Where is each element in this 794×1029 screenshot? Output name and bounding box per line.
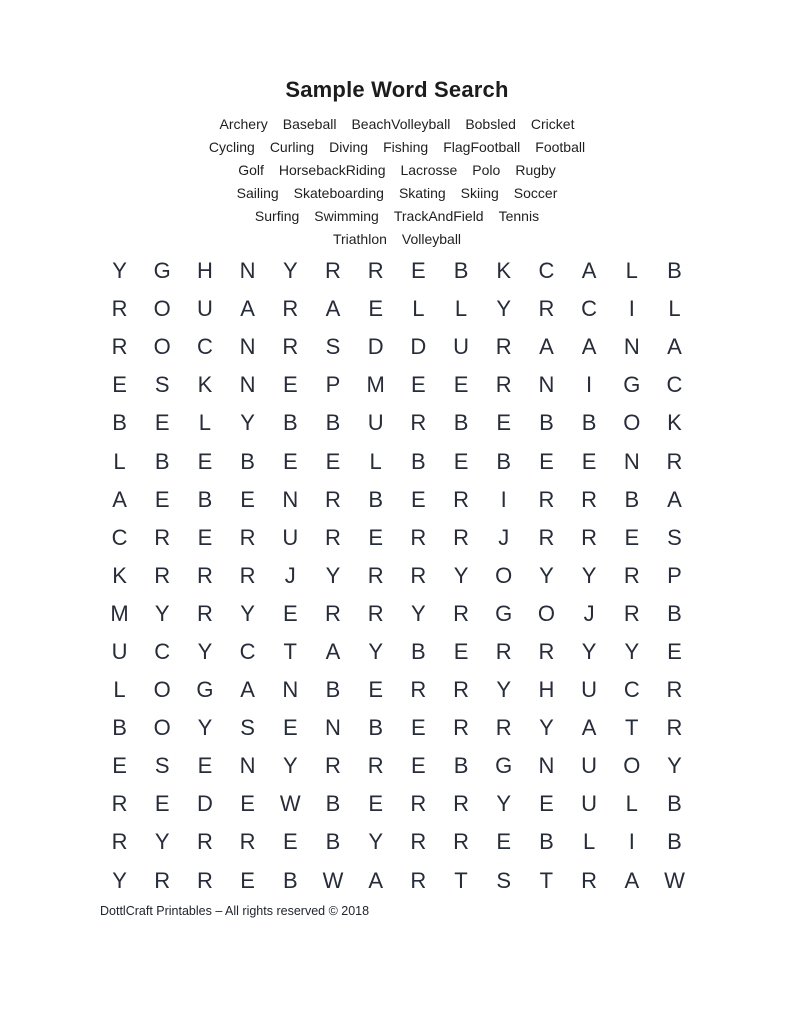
grid-cell: B — [282, 867, 298, 893]
grid-cell: E — [197, 524, 213, 550]
grid-cell: H — [538, 677, 555, 703]
grid-cell: W — [322, 867, 344, 893]
grid-cell: R — [495, 638, 512, 664]
grid-cell: O — [153, 677, 171, 703]
grid-cell: R — [453, 715, 469, 741]
grid-cell: R — [282, 334, 299, 360]
word-list-word: Skateboarding — [293, 185, 384, 201]
grid-cell: C — [538, 258, 555, 284]
grid-cell: M — [110, 600, 129, 626]
grid-cell: L — [625, 258, 638, 284]
grid-cell: A — [325, 296, 341, 322]
grid-cell: E — [154, 486, 170, 512]
grid-cell: C — [666, 372, 683, 398]
grid-cell: B — [368, 486, 383, 512]
grid-cell: B — [325, 829, 341, 855]
grid-cell: S — [496, 867, 512, 893]
grid-cell: E — [539, 448, 554, 474]
grid-cell: E — [411, 258, 426, 284]
grid-cell: E — [197, 448, 213, 474]
grid-cell: O — [153, 334, 171, 360]
grid-cell: G — [495, 753, 513, 779]
grid-cell: Y — [581, 638, 597, 664]
grid-cell: B — [240, 448, 255, 474]
grid-cell: L — [454, 296, 468, 322]
grid-cell: I — [628, 296, 635, 322]
grid-cell: Y — [411, 600, 426, 626]
grid-cell: L — [412, 296, 425, 322]
grid-cell: Y — [496, 296, 512, 322]
word-list-line-3 — [0, 159, 794, 182]
grid-cell: L — [625, 791, 638, 817]
word-list-word: Tennis — [498, 208, 540, 224]
grid-cell: E — [581, 448, 597, 474]
grid-cell: Y — [496, 677, 512, 703]
grid-cell: N — [538, 372, 555, 398]
grid-cell: Y — [581, 562, 597, 588]
grid-cell: L — [113, 677, 126, 703]
grid-cell: D — [196, 791, 213, 817]
grid-cell: Y — [368, 638, 383, 664]
grid-cell: H — [196, 258, 213, 284]
grid-cell: R — [453, 486, 469, 512]
grid-cell: R — [410, 677, 427, 703]
word-list-word: Skiing — [460, 185, 499, 201]
grid-cell: R — [111, 791, 128, 817]
grid-cell: R — [282, 296, 299, 322]
grid-cell: U — [453, 334, 469, 360]
grid-cell: R — [538, 486, 555, 512]
grid-cell: Y — [453, 562, 469, 588]
grid-cell: B — [581, 410, 597, 436]
grid-cell: N — [538, 753, 555, 779]
grid-cell: E — [496, 829, 512, 855]
grid-cell: R — [367, 562, 384, 588]
grid-cell: N — [623, 334, 640, 360]
grid-cell: L — [198, 410, 212, 436]
grid-cell: R — [538, 524, 555, 550]
word-list-word: Volleyball — [401, 231, 462, 247]
grid-cell: A — [240, 677, 255, 703]
grid-cell: R — [410, 410, 427, 436]
grid-cell: K — [197, 372, 213, 398]
grid-cell: M — [366, 372, 385, 398]
word-list-word: Cricket — [530, 116, 575, 132]
grid-cell: E — [282, 600, 298, 626]
grid-cell: Y — [368, 829, 383, 855]
grid-cell: R — [410, 867, 427, 893]
grid-cell: U — [282, 524, 299, 550]
grid-cell: E — [411, 486, 426, 512]
grid-cell: T — [539, 867, 554, 893]
grid-cell: A — [581, 334, 597, 360]
grid-cell: Y — [539, 562, 554, 588]
word-list-word: Diving — [329, 139, 369, 155]
grid-cell: R — [111, 829, 128, 855]
grid-cell: I — [628, 829, 635, 855]
grid-cell: N — [239, 334, 256, 360]
grid-cell: L — [369, 448, 382, 474]
grid-cell: R — [239, 829, 256, 855]
grid-cell: R — [367, 753, 384, 779]
grid-cell: Y — [282, 258, 298, 284]
letter-grid — [98, 252, 696, 900]
grid-cell: O — [623, 410, 641, 436]
grid-cell: S — [154, 372, 170, 398]
grid-cell: R — [581, 524, 598, 550]
grid-cell: E — [325, 448, 341, 474]
word-list-line-4 — [0, 182, 794, 205]
word-list-word: Golf — [238, 162, 264, 178]
grid-cell: O — [495, 562, 513, 588]
word-list-line-5 — [0, 205, 794, 228]
grid-cell: R — [495, 372, 512, 398]
grid-cell: D — [367, 334, 384, 360]
grid-cell: R — [111, 296, 128, 322]
grid-cell: L — [668, 296, 681, 322]
grid-cell: U — [111, 638, 128, 664]
grid-cell: C — [111, 524, 128, 550]
word-list-word: Baseball — [282, 116, 337, 132]
grid-cell: E — [282, 829, 298, 855]
word-list-line-1 — [0, 113, 794, 136]
grid-cell: R — [581, 867, 598, 893]
word-list-word: Polo — [472, 162, 501, 178]
grid-cell: A — [581, 258, 597, 284]
grid-cell: P — [325, 372, 341, 398]
grid-cell: E — [368, 791, 383, 817]
grid-cell: N — [239, 753, 256, 779]
grid-cell: B — [667, 258, 682, 284]
grid-cell: R — [666, 715, 683, 741]
grid-cell: G — [495, 600, 513, 626]
grid-cell: R — [538, 638, 555, 664]
word-list-word: Curling — [269, 139, 315, 155]
word-list-word: FlagFootball — [443, 139, 521, 155]
grid-cell: B — [667, 791, 682, 817]
grid-cell: E — [368, 524, 383, 550]
grid-cell: B — [496, 448, 512, 474]
word-list-word: Soccer — [513, 185, 558, 201]
grid-cell: R — [196, 600, 213, 626]
word-list-word: Surfing — [254, 208, 300, 224]
grid-cell: E — [411, 372, 426, 398]
grid-cell: A — [539, 334, 554, 360]
grid-cell: U — [581, 677, 598, 703]
grid-cell: B — [325, 410, 341, 436]
grid-cell: E — [453, 638, 469, 664]
grid-cell: C — [239, 638, 256, 664]
grid-cell: L — [582, 829, 596, 855]
grid-cell: R — [581, 486, 598, 512]
grid-cell: E — [411, 753, 426, 779]
grid-cell: B — [325, 791, 341, 817]
grid-cell: R — [453, 791, 469, 817]
grid-cell: S — [325, 334, 341, 360]
grid-cell: E — [112, 753, 127, 779]
word-list-word: BeachVolleyball — [351, 116, 451, 132]
grid-cell: I — [586, 372, 593, 398]
word-list-word: Cycling — [208, 139, 255, 155]
grid-cell: E — [453, 372, 469, 398]
word-list-word: Swimming — [314, 208, 379, 224]
grid-cell: R — [111, 334, 128, 360]
grid-cell: B — [325, 677, 341, 703]
grid-cell: R — [325, 486, 341, 512]
grid-cell: R — [325, 753, 341, 779]
grid-cell: K — [112, 562, 127, 588]
grid-cell: R — [623, 562, 640, 588]
word-list-word: Bobsled — [465, 116, 516, 132]
grid-cell: B — [368, 715, 383, 741]
grid-cell: R — [495, 334, 512, 360]
word-list — [0, 113, 794, 251]
grid-cell: R — [239, 524, 256, 550]
grid-cell: E — [112, 372, 127, 398]
grid-cell: R — [154, 524, 171, 550]
grid-cell: R — [196, 562, 213, 588]
grid-cell: C — [581, 296, 598, 322]
grid-cell: J — [284, 562, 296, 588]
word-list-word: TrackAndField — [393, 208, 484, 224]
grid-cell: B — [453, 410, 469, 436]
grid-cell: B — [667, 600, 682, 626]
grid-cell: Y — [240, 410, 255, 436]
grid-cell: E — [539, 791, 554, 817]
grid-cell: R — [325, 600, 341, 626]
grid-cell: U — [581, 753, 598, 779]
grid-cell: W — [664, 867, 685, 893]
word-list-line-6 — [0, 228, 794, 251]
grid-cell: N — [282, 677, 299, 703]
grid-cell: I — [500, 486, 507, 512]
grid-cell: Y — [240, 600, 255, 626]
grid-cell: R — [410, 791, 427, 817]
grid-cell: B — [411, 638, 426, 664]
grid-cell: E — [368, 296, 383, 322]
word-list-word: Lacrosse — [400, 162, 458, 178]
word-list-word: HorsebackRiding — [278, 162, 386, 178]
grid-cell: S — [154, 753, 170, 779]
grid-cell: J — [583, 600, 595, 626]
grid-cell: A — [624, 867, 640, 893]
grid-cell: A — [667, 334, 682, 360]
grid-cell: E — [197, 753, 213, 779]
grid-cell: E — [411, 715, 426, 741]
grid-cell: B — [197, 486, 213, 512]
grid-cell: R — [623, 600, 640, 626]
grid-cell: U — [367, 410, 384, 436]
grid-cell: A — [581, 715, 597, 741]
grid-cell: B — [411, 448, 426, 474]
word-list-word: Triathlon — [332, 231, 387, 247]
page-title: Sample Word Search — [285, 77, 509, 102]
grid-cell: E — [667, 638, 682, 664]
grid-cell: J — [498, 524, 510, 550]
grid-cell: R — [666, 677, 683, 703]
grid-cell: R — [154, 867, 171, 893]
grid-cell: B — [453, 258, 469, 284]
grid-cell: E — [282, 715, 298, 741]
grid-cell: B — [667, 829, 682, 855]
grid-cell: R — [325, 524, 341, 550]
grid-cell: N — [623, 448, 640, 474]
grid-cell: B — [453, 753, 469, 779]
grid-cell: E — [496, 410, 512, 436]
grid-cell: R — [196, 867, 213, 893]
word-list-word: Rugby — [515, 162, 556, 178]
grid-cell: D — [410, 334, 427, 360]
grid-cell: N — [325, 715, 341, 741]
grid-cell: S — [667, 524, 682, 550]
grid-cell: R — [196, 829, 213, 855]
grid-cell: R — [239, 562, 256, 588]
grid-cell: E — [368, 677, 383, 703]
grid-cell: Y — [282, 753, 298, 779]
grid-cell: R — [367, 258, 384, 284]
grid-cell: T — [625, 715, 639, 741]
grid-cell: A — [368, 867, 383, 893]
grid-cell: Y — [154, 600, 170, 626]
grid-cell: Y — [539, 715, 554, 741]
grid-cell: R — [453, 829, 469, 855]
grid-cell: E — [240, 486, 255, 512]
grid-cell: E — [282, 372, 298, 398]
grid-cell: A — [112, 486, 127, 512]
grid-cell: N — [282, 486, 299, 512]
grid-cell: R — [325, 258, 341, 284]
grid-cell: E — [240, 791, 255, 817]
grid-cell: R — [453, 524, 469, 550]
grid-cell: R — [538, 296, 555, 322]
grid-cell: R — [410, 562, 427, 588]
grid-cell: R — [367, 600, 384, 626]
grid-cell: G — [623, 372, 641, 398]
grid-cell: R — [666, 448, 683, 474]
grid-cell: Y — [496, 791, 512, 817]
grid-cell: R — [453, 600, 469, 626]
grid-cell: R — [453, 677, 469, 703]
grid-cell: R — [410, 829, 427, 855]
grid-cell: R — [154, 562, 171, 588]
grid-cell: O — [623, 753, 641, 779]
grid-cell: E — [154, 791, 170, 817]
grid-cell: B — [282, 410, 298, 436]
grid-cell: Y — [325, 562, 341, 588]
grid-cell: L — [113, 448, 126, 474]
grid-cell: A — [325, 638, 341, 664]
word-list-line-2 — [0, 136, 794, 159]
grid-cell: O — [537, 600, 555, 626]
grid-cell: E — [240, 867, 255, 893]
grid-cell: Y — [154, 829, 170, 855]
grid-cell: Y — [197, 638, 213, 664]
grid-cell: B — [112, 715, 127, 741]
grid-cell: P — [667, 562, 682, 588]
grid-cell: S — [240, 715, 255, 741]
grid-cell: B — [539, 829, 554, 855]
footer-copyright: DottlCraft Printables – All rights reserved © 2018 — [100, 904, 370, 918]
grid-cell: R — [495, 715, 512, 741]
grid-cell: A — [667, 486, 682, 512]
grid-cell: U — [196, 296, 213, 322]
grid-cell: Y — [197, 715, 213, 741]
grid-cell: B — [154, 448, 170, 474]
grid-cell: E — [282, 448, 298, 474]
grid-cell: C — [154, 638, 171, 664]
grid-cell: G — [153, 258, 171, 284]
grid-cell: Y — [112, 867, 127, 893]
grid-cell: T — [454, 867, 468, 893]
grid-cell: C — [623, 677, 640, 703]
grid-cell: E — [624, 524, 640, 550]
grid-cell: C — [196, 334, 213, 360]
grid-cell: N — [239, 372, 256, 398]
grid-cell: K — [667, 410, 682, 436]
grid-cell: O — [153, 296, 171, 322]
grid-cell: K — [496, 258, 512, 284]
grid-cell: O — [153, 715, 171, 741]
word-list-word: Sailing — [236, 185, 279, 201]
grid-cell: B — [539, 410, 554, 436]
grid-cell: U — [581, 791, 598, 817]
grid-cell: T — [283, 638, 297, 664]
word-list-word: Skating — [398, 185, 446, 201]
grid-cell: R — [410, 524, 427, 550]
grid-cell: N — [239, 258, 256, 284]
grid-cell: G — [196, 677, 214, 703]
grid-cell: B — [624, 486, 640, 512]
word-list-word: Football — [535, 139, 586, 155]
word-list-word: Fishing — [383, 139, 429, 155]
grid-cell: E — [453, 448, 469, 474]
grid-cell: Y — [112, 258, 127, 284]
grid-cell: A — [240, 296, 255, 322]
grid-cell: Y — [667, 753, 682, 779]
grid-cell: B — [112, 410, 127, 436]
grid-cell: E — [154, 410, 170, 436]
word-list-word: Archery — [219, 116, 268, 132]
grid-cell: W — [279, 791, 301, 817]
grid-cell: Y — [624, 638, 640, 664]
